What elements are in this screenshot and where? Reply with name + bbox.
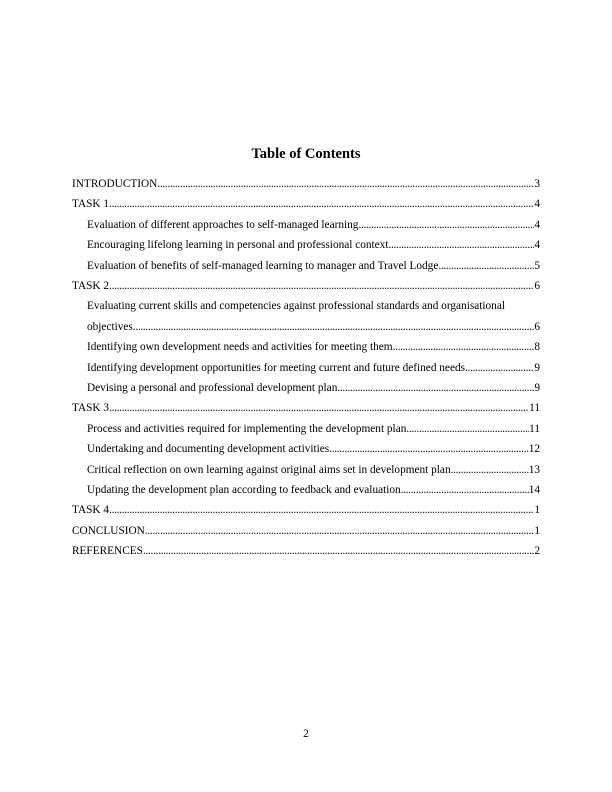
page-number: 2 (303, 728, 309, 740)
toc-entry-label: TASK 3 (72, 402, 110, 415)
toc-leader-dots (109, 500, 534, 520)
toc-leader-dots (406, 419, 529, 439)
toc-entry-label: Updating the development plan according to feedback and evaluation (87, 483, 401, 496)
toc-entry-current-skills[interactable] (72, 296, 540, 337)
toc-entry-page: 11 (529, 422, 540, 435)
toc-entry-page: 13 (528, 463, 540, 476)
toc-entry-page: 4 (534, 239, 540, 252)
toc-entry-page: 1 (534, 504, 540, 517)
toc-entry-label-continued: objectives (87, 320, 133, 333)
toc-entry-label: Critical reflection on own learning against original aims set in development plan (87, 463, 451, 476)
toc-entry-label: TASK 4 (72, 504, 110, 517)
toc-entry-label: Undertaking and documenting development activities (87, 443, 330, 456)
toc-entry-development-needs[interactable] (72, 337, 540, 357)
toc-entry-label: Evaluation of benefits of self-managed learning to manager and Travel Lodge (87, 259, 439, 272)
toc-leader-dots (358, 215, 534, 235)
toc-entry-self-managed-approaches[interactable] (72, 215, 540, 235)
toc-entry-benefits-travel-lodge[interactable] (72, 256, 540, 276)
toc-leader-dots (393, 337, 535, 357)
toc-entry-label: Evaluating current skills and competencies against professional standards and organisational (87, 300, 505, 313)
toc-leader-dots (337, 378, 534, 398)
toc-entry-label: Encouraging lifelong learning in personal and professional context (87, 239, 389, 252)
toc-list (72, 174, 540, 561)
toc-entry-development-opportunities[interactable] (72, 358, 540, 378)
toc-entry-label: Identifying own development needs and activities for meeting them (87, 341, 393, 354)
toc-leader-dots (145, 521, 535, 541)
toc-entry-page: 6 (534, 279, 540, 292)
toc-leader-dots (465, 358, 534, 378)
toc-leader-dots (438, 256, 534, 276)
toc-entry-label: INTRODUCTION (72, 178, 158, 190)
toc-entry-lifelong-learning[interactable] (72, 235, 540, 255)
toc-leader-dots (109, 194, 534, 214)
toc-entry-page: 4 (534, 198, 540, 211)
toc-entry-page: 3 (534, 178, 540, 190)
toc-entry-label: TASK 2 (72, 279, 110, 292)
toc-entry-label: CONCLUSION (72, 524, 145, 537)
toc-entry-page: 4 (534, 218, 540, 231)
toc-entry-page: 6 (534, 320, 540, 333)
toc-leader-dots (388, 235, 534, 255)
toc-entry-page: 9 (534, 381, 540, 394)
toc-leader-dots (143, 541, 534, 561)
toc-entry-task-3[interactable] (72, 398, 540, 418)
toc-leader-dots (109, 398, 529, 418)
toc-entry-label: Identifying development opportunities for meeting current and future defined needs (87, 361, 466, 374)
toc-entry-updating-plan[interactable] (72, 480, 540, 500)
toc-entry-page: 9 (534, 361, 540, 374)
toc-entry-label: TASK 1 (72, 198, 110, 211)
toc-leader-dots (109, 276, 534, 296)
toc-entry-documenting-activities[interactable] (72, 439, 540, 459)
toc-entry-page: 11 (529, 402, 540, 415)
toc-leader-dots (157, 174, 534, 194)
toc-entry-page: 5 (534, 259, 540, 272)
toc-entry-task-4[interactable] (72, 500, 540, 520)
toc-title: Table of Contents (251, 146, 361, 162)
toc-entry-page: 8 (534, 341, 540, 354)
toc-entry-label: Process and activities required for implementing the development plan (87, 422, 407, 435)
toc-entry-page: 14 (528, 483, 540, 496)
toc-leader-dots (329, 439, 529, 459)
toc-leader-dots (133, 317, 535, 337)
toc-entry-page: 2 (534, 545, 540, 558)
toc-entry-task-2[interactable] (72, 276, 540, 296)
toc-leader-dots (401, 480, 529, 500)
toc-entry-label: Evaluation of different approaches to self-managed learning (87, 218, 359, 231)
toc-entry-label: REFERENCES (72, 545, 143, 558)
toc-entry-introduction[interactable] (72, 174, 540, 194)
toc-leader-dots (451, 460, 529, 480)
toc-entry-task-1[interactable] (72, 194, 540, 214)
toc-entry-page: 1 (534, 524, 540, 537)
toc-entry-critical-reflection[interactable] (72, 460, 540, 480)
toc-entry-label: Devising a personal and professional development plan (87, 381, 338, 394)
toc-entry-development-plan[interactable] (72, 378, 540, 398)
toc-entry-implementing-plan[interactable] (72, 419, 540, 439)
toc-entry-references[interactable] (72, 541, 540, 561)
toc-entry-page: 12 (528, 443, 540, 456)
toc-entry-conclusion[interactable] (72, 521, 540, 541)
